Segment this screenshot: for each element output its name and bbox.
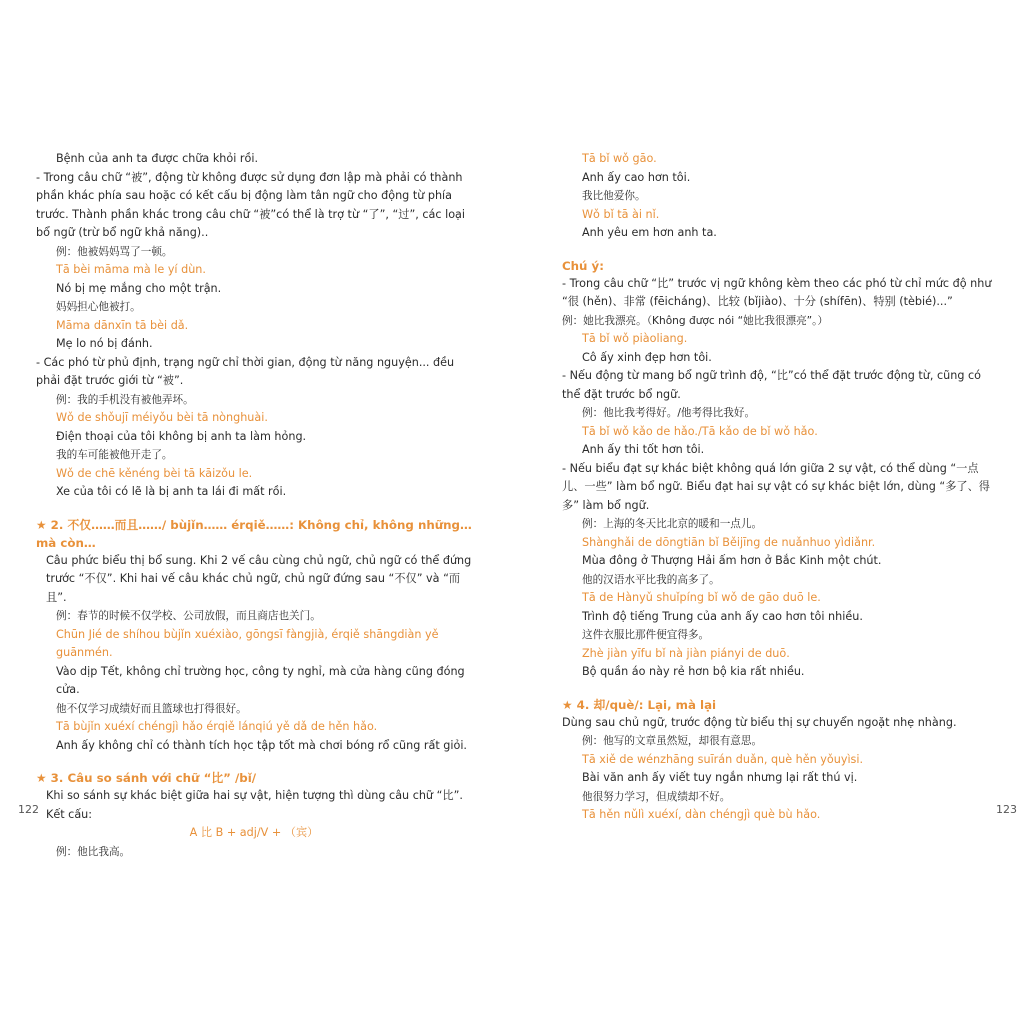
pinyin-line: Māma dānxīn tā bèi dǎ.	[56, 318, 189, 332]
page-number-right: 123	[996, 803, 1017, 816]
pinyin-line: Wǒ de chē kěnéng bèi tā kāizǒu le.	[56, 466, 253, 480]
text-line: - Nếu động từ mang bổ ngữ trình độ, “比”có thể đặt trước động từ, cũng có thể đặt trước bổ ngữ.	[562, 369, 981, 401]
pinyin-line: Shànghǎi de dōngtiān bǐ Běijīng de nuǎnhuo yìdiǎnr.	[582, 535, 876, 549]
section-heading: ★ 3. Câu so sánh với chữ “比” /bǐ/	[36, 771, 257, 785]
pinyin-line: Tā bùjǐn xuéxí chéngjì hǎo érqiě lánqiú yě dǎ de hěn hǎo.	[56, 720, 378, 733]
example-line: 妈妈担心他被打。	[56, 301, 141, 313]
pinyin-line: Tā bǐ wǒ kǎo de hǎo./Tā kǎo de bǐ wǒ hǎo.	[582, 424, 818, 438]
pinyin-line: Tā xiě de wénzhāng suīrán duǎn, què hěn yǒuyìsi.	[582, 752, 864, 766]
example-line: 他的汉语水平比我的高多了。	[582, 573, 720, 586]
left-page	[36, 150, 472, 861]
pinyin-line: Chūn Jié de shíhou bùjǐn xuéxiào, gōngsī fàngjià, érqiě shāngdiàn yě guānmén.	[56, 627, 439, 659]
text-line: Anh ấy thi tốt hơn tôi.	[582, 443, 705, 456]
text-line: Khi so sánh sự khác biệt giữa hai sự vật, hiện tượng thì dùng câu chữ “比”.	[46, 789, 463, 802]
text-line: Trình độ tiếng Trung của anh ấy cao hơn tôi nhiều.	[582, 609, 863, 623]
pinyin-line: Tā bèi māma mà le yí dùn.	[56, 263, 206, 276]
pinyin-line: Wǒ de shǒujī méiyǒu bèi tā nònghuài.	[56, 411, 268, 424]
example-line: 例：她比我漂亮。（Không được nói “她比我很漂亮”。）	[562, 314, 829, 327]
example-line: 例：上海的冬天比北京的暖和一点儿。	[582, 518, 763, 530]
text-line: Cô ấy xinh đẹp hơn tôi.	[582, 350, 712, 364]
text-line: Mùa đông ở Thượng Hải ấm hơn ở Bắc Kinh một chút.	[582, 554, 882, 567]
text-line: Mẹ lo nó bị đánh.	[56, 337, 153, 350]
pinyin-line: Tā hěn nǔlì xuéxí, dàn chéngjì què bù hǎo.	[582, 808, 821, 821]
text-line: - Các phó từ phủ định, trạng ngữ chỉ thời gian, động từ năng nguyện... đều phải đặt trước giới từ “被”.	[36, 355, 455, 387]
section-heading: ★ 2. 不仅……而且……/ bùjǐn…… érqiě……: Không chỉ, không những… mà còn…	[36, 517, 472, 550]
example-line: 例：春节的时候不仅学校、公司放假，而且商店也关门。	[56, 610, 321, 622]
text-line: Dùng sau chủ ngữ, trước động từ biểu thị sự chuyển ngoặt nhẹ nhàng.	[562, 715, 957, 729]
example-line: 例：他被妈妈骂了一顿。	[56, 245, 173, 258]
text-line: - Trong câu chữ “比” trước vị ngữ không kèm theo các phó từ chỉ mức độ như “很 (hěn)、非常 (fēicháng)、比较 (bǐjiào)、十分 (shífēn)、特别 (tèbié)...”	[562, 276, 992, 308]
text-line: Bộ quần áo này rẻ hơn bộ kia rất nhiều.	[582, 665, 805, 678]
example-line: 例：他比我考得好。/他考得比我好。	[582, 407, 756, 419]
formula-line: A 比 B + adj/V + （宾）	[189, 826, 319, 839]
text-line: Nó bị mẹ mắng cho một trận.	[56, 281, 222, 295]
text-line: Bệnh của anh ta được chữa khỏi rồi.	[56, 152, 259, 165]
example-line: 我比他爱你。	[582, 190, 646, 202]
pinyin-line: Wǒ bǐ tā ài nǐ.	[582, 207, 660, 221]
text-line: - Trong câu chữ “被”, động từ không được sử dụng đơn lập mà phải có thành phần khác phía sau hoặc có kết cấu bị động làm tân ngữ cho động từ phía trước. Thành phần khác trong câu chữ “被”có thể là trợ từ “了”, “过”, các loại bổ ngữ (trừ bổ ngữ khả năng)..	[36, 170, 466, 239]
example-line: 他很努力学习，但成绩却不好。	[582, 790, 731, 803]
page-number-left: 122	[18, 803, 39, 816]
example-line: 他不仅学习成绩好而且篮球也打得很好。	[56, 702, 247, 715]
text-line: Câu phức biểu thị bổ sung. Khi 2 vế câu cùng chủ ngữ, chủ ngữ có thể đứng trước “不仅”. Khi hai vế câu khác chủ ngữ, chủ ngữ đứng sau “不仅” và “而且”.	[46, 553, 472, 604]
text-line: Anh ấy không chỉ có thành tích học tập tốt mà chơi bóng rổ cũng rất giỏi.	[56, 738, 467, 752]
example-line: 例：他写的文章虽然短，却很有意思。	[582, 735, 763, 747]
example-line: 例：他比我高。	[56, 845, 131, 858]
right-page	[562, 150, 1000, 825]
text-line: Bài văn anh ấy viết tuy ngắn nhưng lại rất thú vị.	[582, 771, 858, 784]
pinyin-line: Zhè jiàn yīfu bǐ nà jiàn piányi de duō.	[582, 646, 790, 660]
text-line: Kết cấu:	[46, 807, 93, 821]
note-heading: Chú ý:	[562, 258, 604, 273]
example-line: 例：我的手机没有被他弄坏。	[56, 393, 194, 406]
example-line: 我的车可能被他开走了。	[56, 449, 173, 461]
pinyin-line: Tā bǐ wǒ piàoliang.	[582, 332, 688, 345]
text-line: Điện thoại của tôi không bị anh ta làm hỏng.	[56, 429, 307, 443]
pinyin-line: Tā bǐ wǒ gāo.	[582, 152, 657, 165]
text-line: - Nếu biểu đạt sự khác biệt không quá lớn giữa 2 sự vật, có thể dùng “一点儿、一些” làm bổ ngữ. Biểu đạt hai sự vật có sự khác biệt lớn, dùng “多了、得多” làm bổ ngữ.	[562, 461, 990, 512]
section-heading: ★ 4. 却/què/: Lại, mà lại	[562, 697, 717, 712]
text-line: Anh yêu em hơn anh ta.	[582, 226, 717, 239]
text-line: Anh ấy cao hơn tôi.	[582, 170, 691, 184]
text-line: Xe của tôi có lẽ là bị anh ta lái đi mất rồi.	[56, 485, 287, 498]
pinyin-line: Tā de Hànyǔ shuǐpíng bǐ wǒ de gāo duō le.	[582, 591, 821, 604]
text-line: Vào dịp Tết, không chỉ trường học, công ty nghỉ, mà cửa hàng cũng đóng cửa.	[56, 664, 465, 696]
example-line: 这件衣服比那件便宜得多。	[582, 629, 710, 641]
